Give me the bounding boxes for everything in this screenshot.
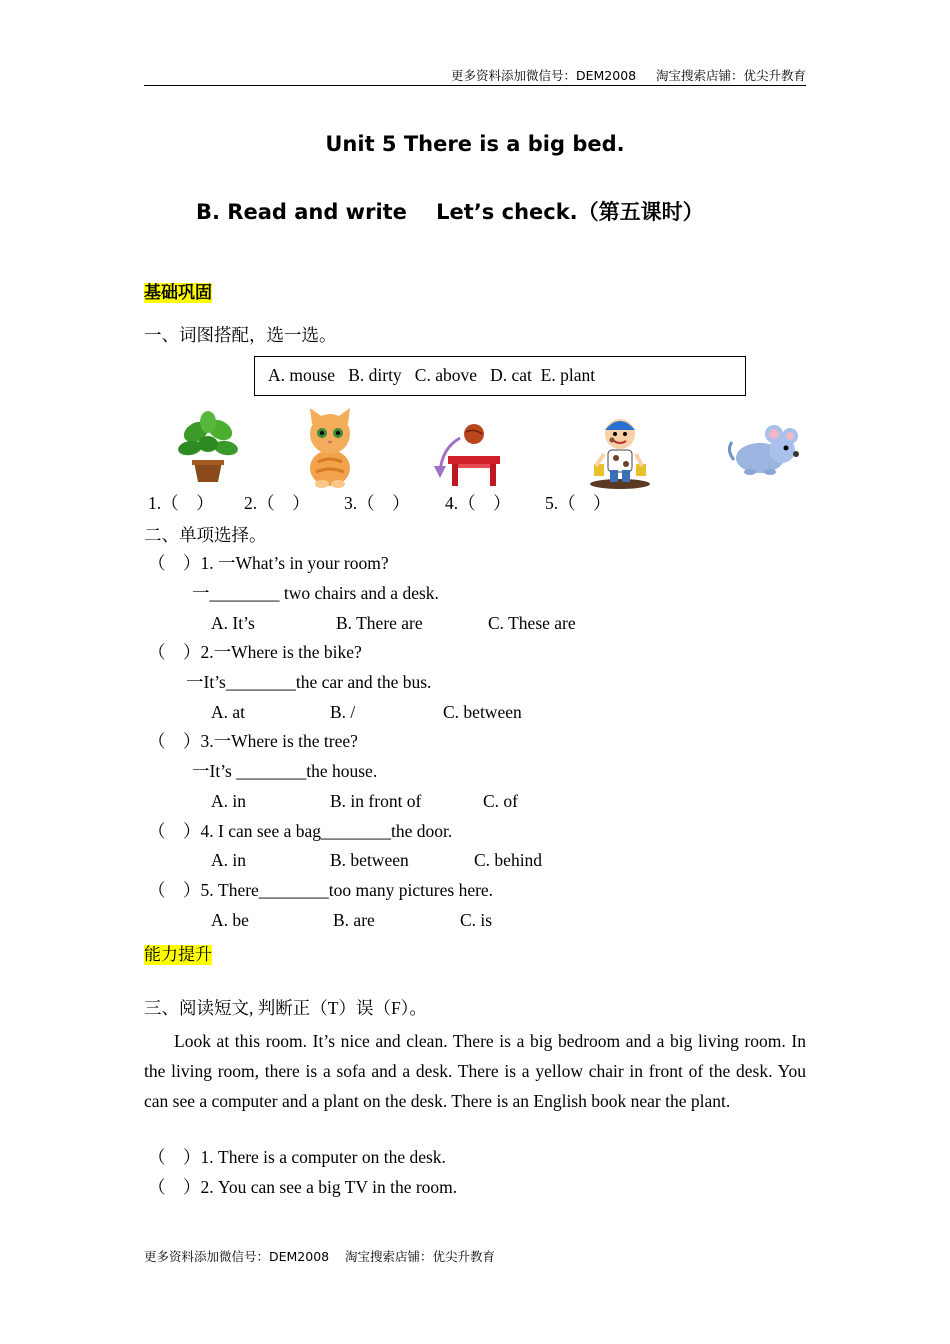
q2-1-question: （ ）1. 一What’s in your room? xyxy=(148,553,389,573)
header-text: 更多资料添加微信号：DEM2008 淘宝搜索店铺：优尖升教育 xyxy=(451,68,806,83)
q2-heading: 二、单项选择。 xyxy=(144,525,267,545)
ball-above-table-icon xyxy=(430,422,512,488)
plant-icon xyxy=(176,410,240,486)
q3-item-1: （ ）1. There is a computer on the desk. xyxy=(148,1147,446,1167)
blank-5[interactable]: 5.（ ） xyxy=(545,493,611,513)
page-title: Unit 5 There is a big bed. xyxy=(325,132,625,156)
page-subtitle: B. Read and write Let’s check.（第五课时） xyxy=(196,200,704,224)
section-label-basic: 基础巩固 xyxy=(144,283,212,303)
q2-3-answer: 一It’s ________the house. xyxy=(192,761,378,781)
q3-item-2: （ ）2. You can see a big TV in the room. xyxy=(148,1177,458,1197)
reading-passage: Look at this room. It’s nice and clean. There is a big bedroom and a big living room. In the living room, there is a sofa and a desk. There is a yellow chair in front of the desk. You can see a computer and a plant on the desk. There is an English book near the plant. xyxy=(144,1031,806,1111)
blank-2[interactable]: 2.（ ） xyxy=(244,493,310,513)
word-options-box xyxy=(254,356,746,396)
q2-3-question: （ ）3.一Where is the tree? xyxy=(148,731,358,751)
footer-text: 更多资料添加微信号：DEM2008 淘宝搜索店铺：优尖升教育 xyxy=(144,1249,496,1264)
section-label-advanced: 能力提升 xyxy=(144,945,212,965)
q2-1-option-c: C. These are xyxy=(488,613,576,633)
q2-2-option-c: C. between xyxy=(443,702,522,722)
q2-4-option-a: A. in xyxy=(211,850,246,870)
q1-heading: 一、词图搭配，选一选。 xyxy=(144,325,337,345)
q2-3-option-c: C. of xyxy=(483,791,518,811)
mouse-icon xyxy=(724,420,802,480)
q2-4-question: （ ）4. I can see a bag________the door. xyxy=(148,821,453,841)
q2-4-option-b: B. between xyxy=(330,850,409,870)
cat-icon xyxy=(296,406,364,488)
q2-2-answer: 一It’s________the car and the bus. xyxy=(186,672,432,692)
blank-3[interactable]: 3.（ ） xyxy=(344,493,410,513)
q2-1-option-b: B. There are xyxy=(336,613,423,633)
q2-1-answer: 一________ two chairs and a desk. xyxy=(192,583,439,603)
dirty-boy-icon xyxy=(586,410,654,490)
q2-2-question: （ ）2.一Where is the bike? xyxy=(148,642,362,662)
word-options: A. mouse B. dirty C. above D. cat E. plant xyxy=(268,365,596,385)
header-divider xyxy=(144,85,806,86)
q2-5-option-a: A. be xyxy=(211,910,249,930)
q3-heading: 三、阅读短文, 判断正（T）误（F）。 xyxy=(144,998,427,1018)
q2-2-option-a: A. at xyxy=(211,702,246,722)
q2-3-option-b: B. in front of xyxy=(330,791,422,811)
q2-1-option-a: A. It’s xyxy=(211,613,255,633)
q2-5-option-c: C. is xyxy=(460,910,493,930)
q2-2-option-b: B. / xyxy=(330,702,356,722)
q2-3-option-a: A. in xyxy=(211,791,246,811)
q2-5-question: （ ）5. There________too many pictures here. xyxy=(148,880,494,900)
q2-5-option-b: B. are xyxy=(333,910,375,930)
q2-4-option-c: C. behind xyxy=(474,850,543,870)
blank-1[interactable]: 1.（ ） xyxy=(148,493,214,513)
blank-4[interactable]: 4.（ ） xyxy=(445,493,511,513)
